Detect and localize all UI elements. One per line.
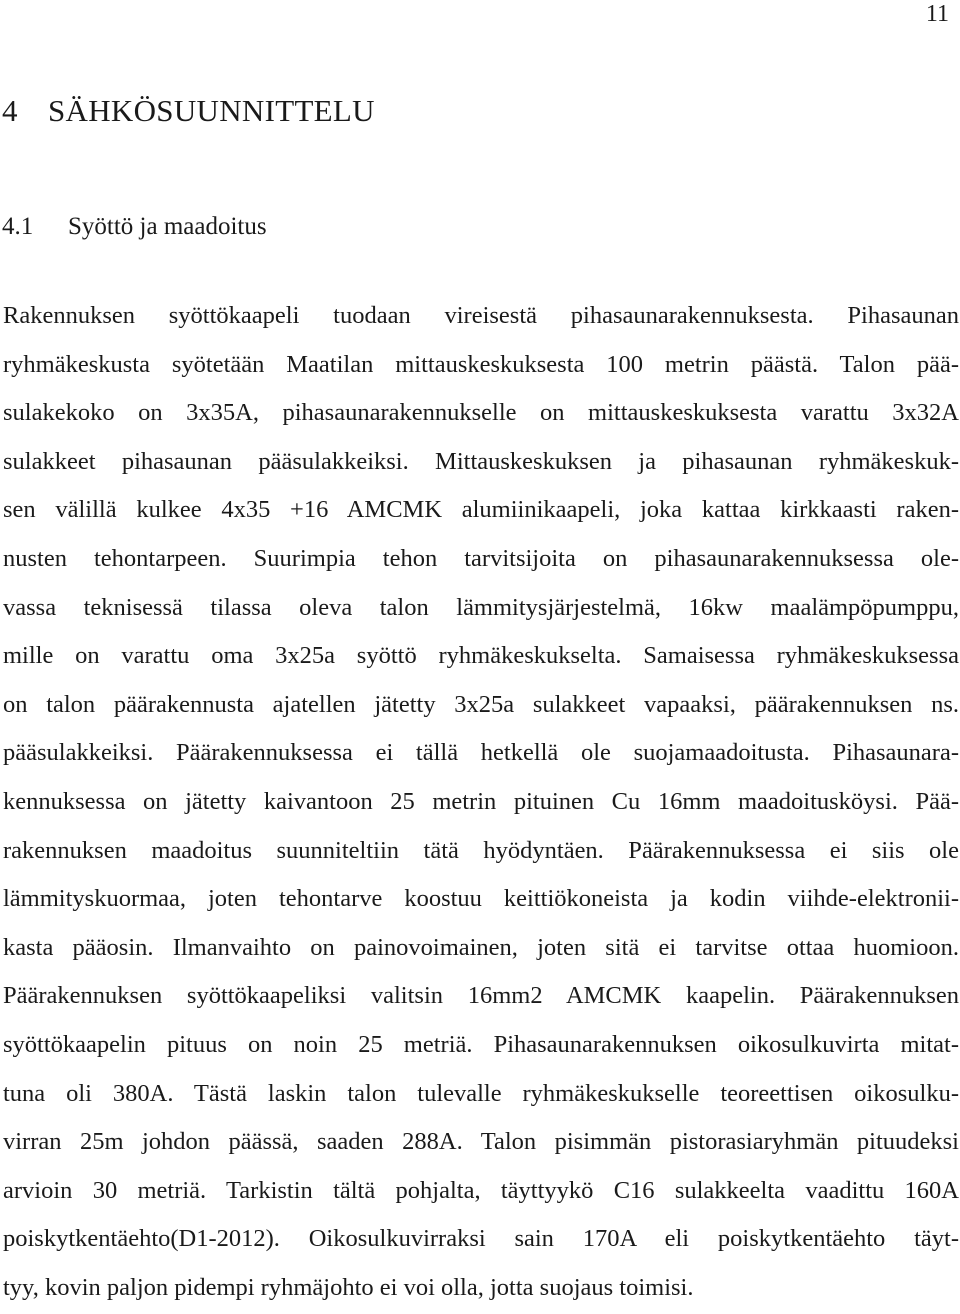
paragraph-line: pääsulakkeiksi. Päärakennuksessa ei tällä hetkellä ole suojamaadoitusta. Pihasaunara-: [3, 739, 959, 767]
paragraph-line: ryhmäkeskusta syötetään Maatilan mittauskeskuksesta 100 metrin päästä. Talon pää-: [3, 350, 959, 378]
chapter-title: SÄHKÖSUUNNITTELU: [48, 93, 375, 128]
paragraph-line: rakennuksen maadoitus suunniteltiin tätä hyödyntäen. Päärakennuksessa ei siis ole: [3, 836, 959, 864]
body-paragraph: [3, 294, 959, 1314]
section-title: Syöttö ja maadoitus: [68, 213, 267, 240]
paragraph-line: on talon päärakennusta ajatellen jätetty 3x25a sulakkeet vapaaksi, päärakennuksen ns.: [3, 690, 959, 718]
chapter-heading: [2, 93, 375, 129]
paragraph-line: Päärakennuksen syöttökaapeliksi valitsin 16mm2 AMCMK kaapelin. Päärakennuksen: [3, 982, 959, 1010]
paragraph-line: arvioin 30 metriä. Tarkistin tältä pohjalta, täyttyykö C16 sulakkeelta vaadittu 160A: [3, 1176, 959, 1204]
paragraph-line: sulakkeet pihasaunan pääsulakkeiksi. Mittauskeskuksen ja pihasaunan ryhmäkeskuk-: [3, 447, 959, 475]
paragraph-line: lämmityskuormaa, joten tehontarve koostuu keittiökoneista ja kodin viihde-elektronii-: [3, 885, 959, 913]
paragraph-line: sulakekoko on 3x35A, pihasaunarakennukselle on mittauskeskuksesta varattu 3x32A: [3, 399, 959, 427]
paragraph-line: syöttökaapelin pituus on noin 25 metriä. Pihasaunarakennuksen oikosulkuvirta mitat-: [3, 1030, 959, 1058]
paragraph-line: virran 25m johdon päässä, saaden 288A. Talon pisimmän pistorasiaryhmän pituudeksi: [3, 1128, 959, 1156]
paragraph-line: sen välillä kulkee 4x35 +16 AMCMK alumiinikaapeli, joka kattaa kirkkaasti raken-: [3, 496, 959, 524]
paragraph-line: poiskytkentäehto(D1-2012). Oikosulkuvirraksi sain 170A eli poiskytkentäehto täyt-: [3, 1225, 959, 1253]
chapter-number: 4: [2, 93, 18, 128]
paragraph-line: vassa teknisessä tilassa oleva talon lämmitysjärjestelmä, 16kw maalämpöpumppu,: [3, 593, 959, 621]
page-number: 11: [925, 1, 949, 27]
paragraph-line: kennuksessa on jätetty kaivantoon 25 metrin pituinen Cu 16mm maadoitusköysi. Pää-: [3, 787, 959, 815]
section-heading: [2, 211, 267, 243]
paragraph-line: tuna oli 380A. Tästä laskin talon tulevalle ryhmäkeskukselle teoreettisen oikosulku-: [3, 1079, 959, 1107]
section-number: 4.1: [2, 213, 34, 240]
paragraph-line: nusten tehontarpeen. Suurimpia tehon tarvitsijoita on pihasaunarakennuksessa ole-: [3, 544, 959, 572]
paragraph-line: kasta pääosin. Ilmanvaihto on painovoimainen, joten sitä ei tarvitse ottaa huomioon.: [3, 933, 959, 961]
paragraph-line: mille on varattu oma 3x25a syöttö ryhmäkeskukselta. Samaisessa ryhmäkeskuksessa: [3, 642, 959, 670]
paragraph-line: Rakennuksen syöttökaapeli tuodaan vireisestä pihasaunarakennuksesta. Pihasaunan: [3, 302, 959, 329]
paragraph-line-last: tyy, kovin paljon pidempi ryhmäjohto ei voi olla, jotta suojaus toimisi.: [3, 1273, 694, 1301]
